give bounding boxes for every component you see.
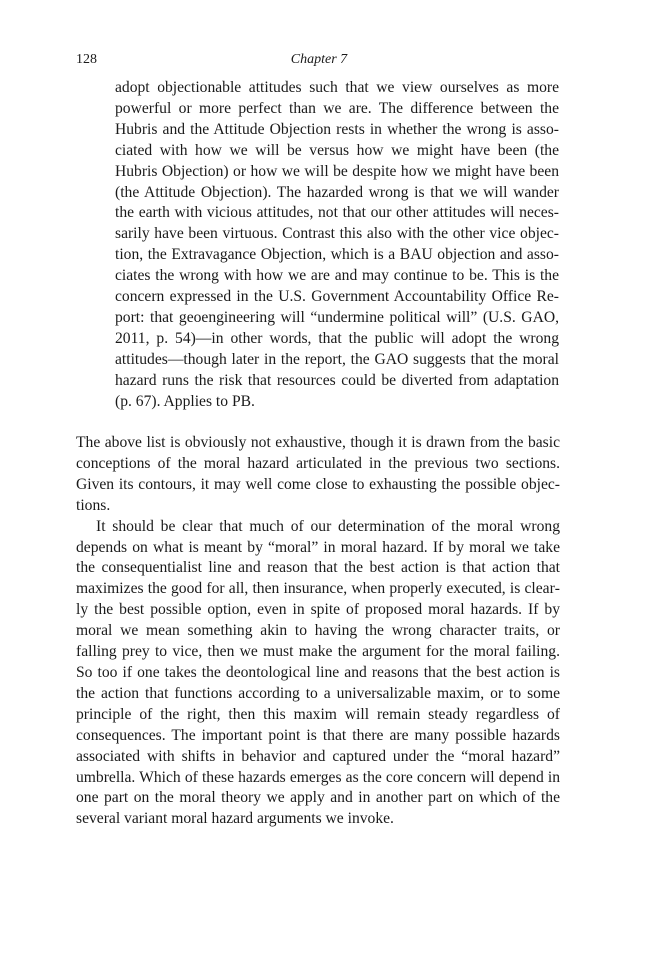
- running-head: [76, 52, 562, 74]
- page-number: 128: [76, 52, 97, 67]
- list-item-continuation: [115, 78, 559, 413]
- chapter-title: Chapter 7: [290, 52, 348, 67]
- paragraph-1: The above list is obviously not exhaustive, though it is drawn from the basic conceptions of the moral hazard articulated in the previous two sections. Given its contours, it may well come close to exhausting the possible objections.: [76, 434, 560, 514]
- body-text: [76, 433, 560, 830]
- paragraph-2: It should be clear that much of our determination of the moral wrong depends on what is meant by “moral” in moral hazard. If by moral we take the consequentialist line and reason that the best action is that action that maximizes the good for all, then insurance, when properly executed, is clearly the best possible option, even in spite of proposed moral hazards. If by moral we mean something akin to having the wrong character traits, or falling prey to vice, then we must make the argument for the moral failing. So too if one takes the deontological line and reasons that the best action is the action that functions according to a universalizable maxim, or to some principle of the right, then this maxim will remain steady regardless of consequences. The important point is that there are many possible hazards associated with shifts in behavior and captured under the “moral hazard” umbrella. Which of these hazards emerges as the core concern will depend in one part on the moral theory we apply and in another part on which of the several variant moral hazard arguments we invoke.: [76, 517, 560, 828]
- list-item-text: adopt objectionable attitudes such that we view ourselves as more powerful or more perfect than we are. The difference between the Hubris and the Attitude Objection rests in whether the wrong is associated with how we will be versus how we might have been (the Hubris Objection) or how we will be despite how we might have been (the Attitude Objection). The hazarded wrong is that we will wander the earth with vicious attitudes, not that our other attitudes will necessarily have been virtuous. Contrast this also with the other vice objection, the Extravagance Objection, which is a BAU objection and associates the wrong with how we are and may continue to be. This is the concern expressed in the U.S. Government Accountability Office Report: that geoengineering will “undermine political will” (U.S. GAO, 2011, p. 54)—in other words, that the public will adopt the wrong attitudes—though later in the report, the GAO suggests that the moral hazard runs the risk that resources could be diverted from adaptation (p. 67). Applies to PB.: [115, 79, 559, 410]
